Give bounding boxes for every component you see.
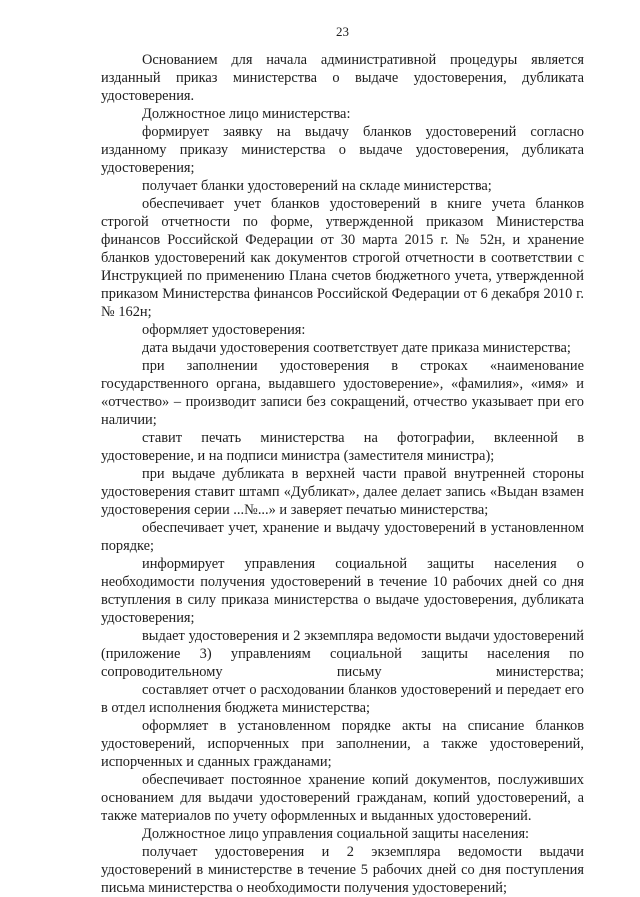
paragraph: составляет отчет о расходовании бланков удостоверений и передает его в отдел исполнения бюджета министерства; (101, 682, 584, 716)
paragraph: дата выдачи удостоверения соответствует дате приказа министерства; (142, 340, 571, 356)
document-body (101, 51, 584, 897)
paragraph: формирует заявку на выдачу бланков удостоверений согласно изданному приказу министерства о выдаче удостоверения, дубликата удостоверения; (101, 124, 584, 176)
paragraph: Основанием для начала административной процедуры является изданный приказ министерства о выдаче удостоверения, дубликата удостоверения. (101, 52, 584, 104)
paragraph: обеспечивает учет, хранение и выдачу удостоверений в установленном порядке; (101, 520, 584, 554)
paragraph: при заполнении удостоверения в строках «наименование государственного органа, выдавшего удостоверение», «фамилия», «имя» и «отчество» – производит записи без сокращений, отчество указывает при его наличии; (101, 358, 584, 428)
paragraph: получает удостоверения и 2 экземпляра ведомости выдачи удостоверений в министерстве в течение 5 рабочих дней со дня поступления письма министерства о необходимости получения удостоверений; (101, 844, 584, 896)
paragraph: обеспечивает постоянное хранение копий документов, послуживших основанием для выдачи удостоверений гражданам, копий удостоверений, а также материалов по учету оформленных и выданных удостоверений. (101, 772, 584, 824)
paragraph: Должностное лицо министерства: (142, 106, 351, 122)
paragraph: при выдаче дубликата в верхней части правой внутренней стороны удостоверения ставит штамп «Дубликат», далее делает запись «Выдан взамен удостоверения серии ...№...» и заверяет печатью министерства; (101, 466, 584, 518)
paragraph: ставит печать министерства на фотографии, вклеенной в удостоверение, и на подписи министра (заместителя министра); (101, 430, 584, 464)
paragraph: оформляет удостоверения: (142, 322, 306, 338)
paragraph: Должностное лицо управления социальной защиты населения: (142, 826, 530, 842)
paragraph: информирует управления социальной защиты населения о необходимости получения удостоверений в течение 10 рабочих дней со дня вступления в силу приказа министерства о выдаче удостоверения, дубликата удостоверения; (101, 556, 584, 626)
paragraph: оформляет в установленном порядке акты на списание бланков удостоверений, испорченных при заполнении, а также удостоверений, испорченных и сданных гражданами; (101, 718, 584, 770)
paragraph: выдает удостоверения и 2 экземпляра ведомости выдачи удостоверений (приложение 3) управлениям социальной защиты населения по сопроводительному письму министерства; (101, 628, 584, 680)
paragraph: получает бланки удостоверений на складе министерства; (142, 178, 492, 194)
page-number: 23 (336, 24, 349, 39)
paragraph: обеспечивает учет бланков удостоверений в книге учета бланков строгой отчетности по форме, утвержденной приказом Министерства финансов Российской Федерации от 30 марта 2015 г. № 52н, и хранение бланков удостоверений как документов строгой отчетности в соответствии с Инструкцией по применению Плана счетов бюджетного учета, утвержденной приказом Министерства финансов Российской Федерации от 6 декабря 2010 г. № 162н; (101, 196, 584, 320)
